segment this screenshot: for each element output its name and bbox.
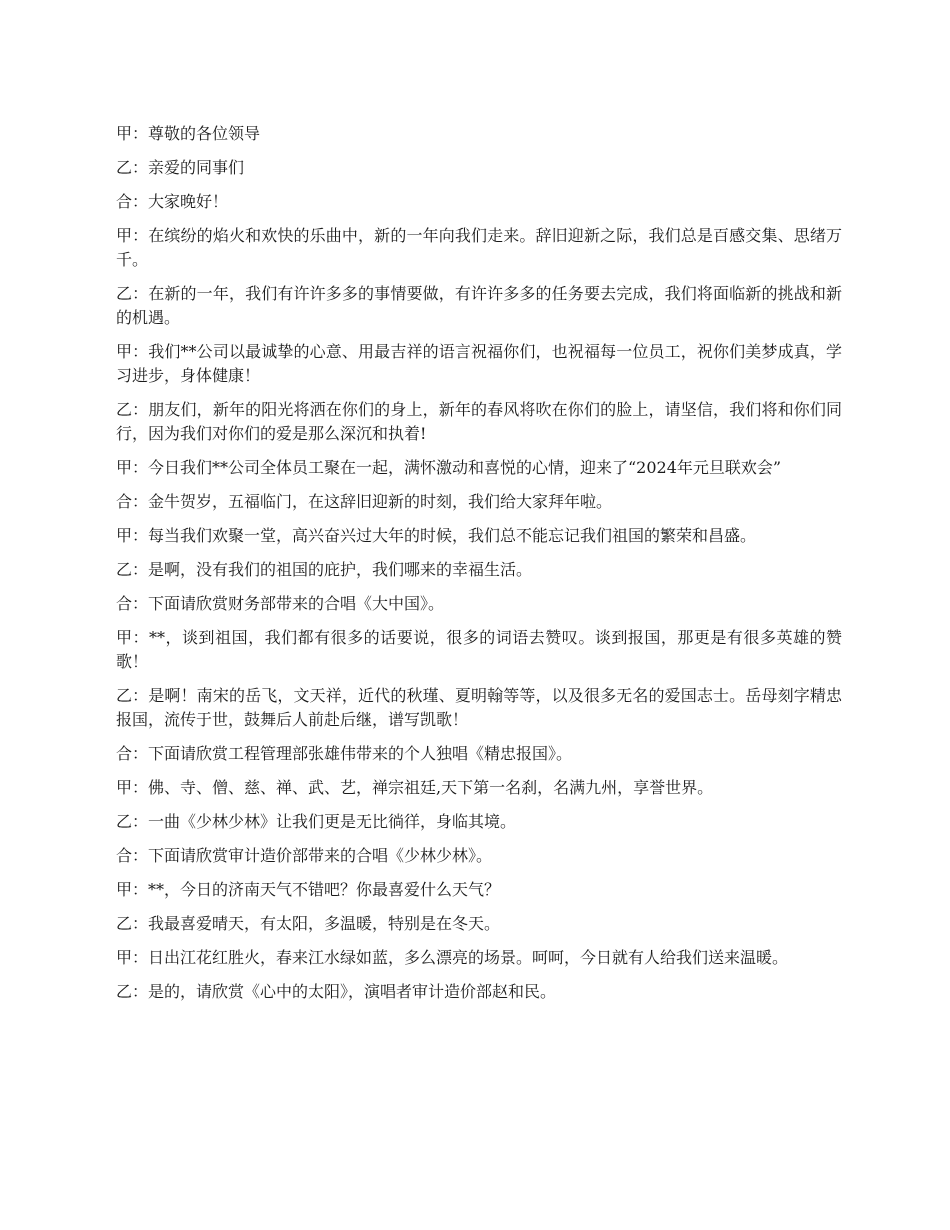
- dialogue-line: 乙：亲爱的同事们: [116, 158, 245, 177]
- dialogue-line: 甲：**，今日的济南天气不错吧？你最喜爱什么天气？: [116, 880, 501, 899]
- dialogue-line: 乙：是啊！南宋的岳飞，文天祥，近代的秋瑾、夏明翰等等，以及很多无名的爱国志士。岳母刻字精忠报国，流传于世，鼓舞后人前赴后继，谱写凯歌！: [116, 686, 842, 729]
- dialogue-line: 合：下面请欣赏工程管理部张雄伟带来的个人独唱《精忠报国》。: [116, 744, 573, 763]
- dialogue-line: 甲：今日我们**公司全体员工聚在一起，满怀激动和喜悦的心情，迎来了“2024年元旦联欢会”: [116, 458, 782, 477]
- dialogue-line: 甲：尊敬的各位领导: [116, 124, 261, 143]
- dialogue-line: 甲：**，谈到祖国，我们都有很多的话要说，很多的词语去赞叹。谈到报国，那更是有很多英雄的赞歌！: [116, 628, 842, 671]
- dialogue-line: 甲：日出江花红胜火，春来江水绿如蓝，多么漂亮的场景。呵呵，今日就有人给我们送来温暖。: [116, 948, 789, 967]
- dialogue-line: 乙：一曲《少林少林》让我们更是无比徜徉，身临其境。: [116, 812, 517, 831]
- dialogue-line: 甲：在缤纷的焰火和欢快的乐曲中，新的一年向我们走来。辞旧迎新之际，我们总是百感交集、思绪万千。: [116, 226, 842, 269]
- dialogue-line: 乙：是的，请欣赏《心中的太阳》，演唱者审计造价部赵和民。: [116, 982, 557, 1001]
- document-body: [116, 122, 842, 1014]
- dialogue-line: 甲：佛、寺、僧、慈、禅、武、艺，禅宗祖廷,天下第一名刹，名满九州，享誉世界。: [116, 778, 714, 797]
- dialogue-line: 乙：我最喜爱晴天，有太阳，多温暖，特别是在冬天。: [116, 914, 501, 933]
- dialogue-line: 合：下面请欣赏审计造价部带来的合唱《少林少林》。: [116, 846, 493, 865]
- dialogue-line: 甲：我们**公司以最诚挚的心意、用最吉祥的语言祝福你们，也祝福每一位员工，祝你们美梦成真，学习进步，身体健康！: [116, 342, 842, 385]
- dialogue-line: 乙：朋友们，新年的阳光将洒在你们的身上，新年的春风将吹在你们的脸上，请坚信，我们将和你们同行，因为我们对你们的爱是那么深沉和执着!: [116, 400, 842, 443]
- dialogue-line: 合：大家晚好！: [116, 192, 229, 211]
- dialogue-line: 乙：是啊，没有我们的祖国的庇护，我们哪来的幸福生活。: [116, 560, 533, 579]
- dialogue-line: 甲：每当我们欢聚一堂，高兴奋兴过大年的时候，我们总不能忘记我们祖国的繁荣和昌盛。: [116, 526, 757, 545]
- dialogue-line: 乙：在新的一年，我们有许许多多的事情要做，有许许多多的任务要去完成，我们将面临新的挑战和新的机遇。: [116, 284, 842, 327]
- dialogue-line: 合：金牛贺岁，五福临门，在这辞旧迎新的时刻，我们给大家拜年啦。: [116, 492, 613, 511]
- dialogue-line: 合：下面请欣赏财务部带来的合唱《大中国》。: [116, 594, 445, 613]
